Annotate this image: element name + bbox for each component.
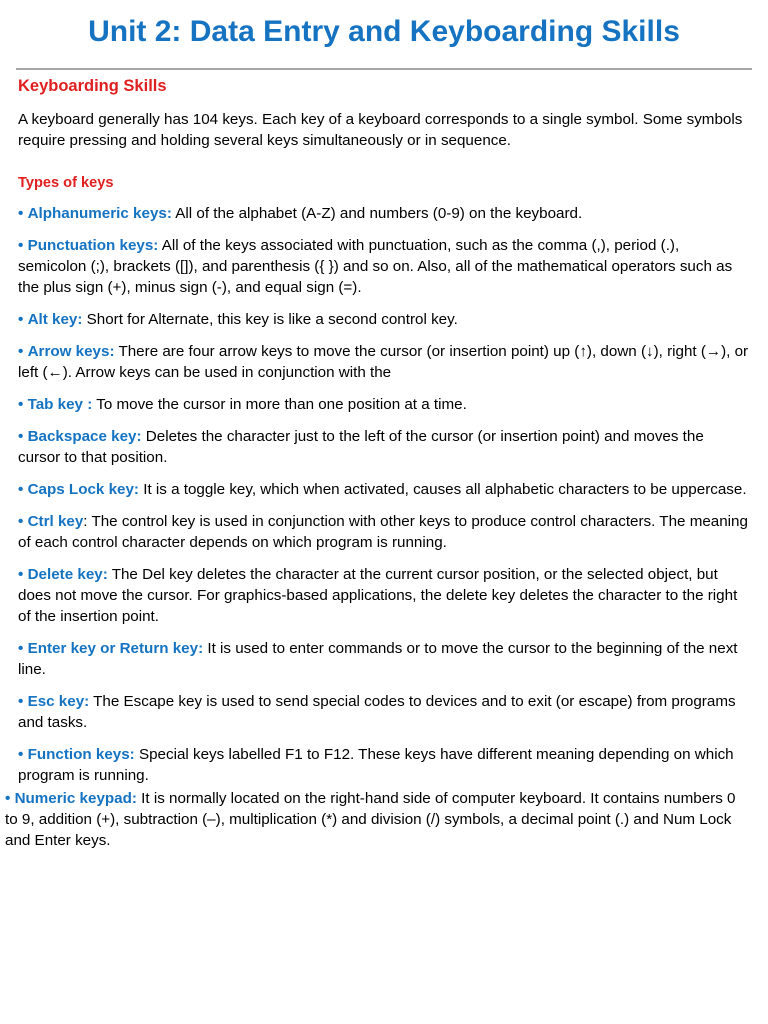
list-item-ctrl [18, 511, 750, 553]
list-item-delete [18, 564, 750, 627]
key-description: It is used to enter commands or to move the cursor to the beginning of the next line. [18, 640, 738, 678]
list-item-punctuation [18, 235, 750, 298]
key-description: It is a toggle key, which when activated, causes all alphabetic characters to be uppercase. [139, 481, 747, 498]
bullet-icon: • [18, 746, 24, 763]
list-item-esc [18, 691, 750, 733]
bullet-icon: • [18, 311, 24, 328]
list-item-tab [18, 394, 750, 415]
key-term: Enter key or Return key: [27, 640, 204, 657]
key-description: The Escape key is used to send special codes to devices and to exit (or escape) from programs and tasks. [18, 693, 736, 731]
list-item-function [18, 744, 750, 786]
list-item-caps-lock [18, 479, 750, 500]
key-term: Punctuation keys: [27, 237, 159, 254]
page-title: Unit 2: Data Entry and Keyboarding Skills [88, 15, 680, 48]
list-item-enter [18, 638, 750, 680]
key-term: Function keys: [27, 746, 135, 763]
bullet-icon: • [18, 566, 24, 583]
intro-paragraph: A keyboard generally has 104 keys. Each key of a keyboard corresponds to a single symbol. Some symbols require pressing and holding several keys simultaneously or in sequence. [18, 111, 743, 149]
title-divider [16, 68, 752, 70]
key-description: Deletes the character just to the left of the cursor (or insertion point) and moves the cursor to that position. [18, 428, 704, 466]
key-term: Tab key : [27, 396, 93, 413]
list-item-backspace [18, 426, 750, 468]
key-description: To move the cursor in more than one position at a time. [92, 396, 467, 413]
list-item-alt [18, 309, 750, 330]
bullet-icon: • [18, 343, 24, 360]
bullet-icon: • [18, 481, 24, 498]
key-term: Alphanumeric keys: [27, 205, 172, 222]
bullet-icon: • [18, 640, 24, 657]
bullet-icon: • [18, 396, 24, 413]
key-term: Alt key: [27, 311, 83, 328]
key-term: Delete key: [27, 566, 108, 583]
key-term: Esc key: [27, 693, 90, 710]
key-term: Caps Lock key: [27, 481, 139, 498]
key-term: Numeric keypad: [14, 790, 137, 807]
key-term: Backspace key: [27, 428, 142, 445]
bullet-icon: • [18, 237, 24, 254]
bullet-icon: • [18, 693, 24, 710]
bullet-icon: • [18, 428, 24, 445]
key-description: Short for Alternate, this key is like a second control key. [82, 311, 458, 328]
key-term: Arrow keys: [27, 343, 115, 360]
bullet-icon: • [5, 790, 11, 807]
key-description: : The control key is used in conjunction with other keys to produce control characters. The meaning of each control character depends on which program is running. [18, 513, 748, 551]
section-heading: Keyboarding Skills [18, 77, 167, 95]
key-description: All of the keys associated with punctuation, such as the comma (,), period (.), semicolon (;), brackets ([]), and parenthesis ({ }) and so on. Also, all of the mathematical operators such as the plus sign (+), minus sign (-), and equal sign (=). [18, 237, 733, 296]
key-description: There are four arrow keys to move the cursor (or insertion point) up (↑), down (↓), right (→), or left (←). Arrow keys can be used in conjunction with the [18, 343, 749, 381]
key-term: Ctrl key [27, 513, 84, 530]
key-types-list [5, 203, 750, 851]
list-item-alphanumeric [18, 203, 750, 224]
key-description: It is normally located on the right-hand side of computer keyboard. It contains numbers 0 to 9, addition (+), subtraction (–), multiplication (*) and division (/) symbols, a decimal point (.) and Num Lock and Enter keys. [5, 790, 736, 849]
bullet-icon: • [18, 205, 24, 222]
types-of-keys-heading: Types of keys [18, 175, 114, 191]
key-description: The Del key deletes the character at the current cursor position, or the selected object, but does not move the cursor. For graphics-based applications, the delete key deletes the character to the right of the insertion point. [18, 566, 738, 625]
bullet-icon: • [18, 513, 24, 530]
key-description: All of the alphabet (A-Z) and numbers (0-9) on the keyboard. [171, 205, 583, 222]
list-item-arrow [18, 341, 750, 383]
key-description: Special keys labelled F1 to F12. These keys have different meaning depending on which program is running. [18, 746, 734, 784]
list-item-numeric-keypad [5, 788, 750, 851]
